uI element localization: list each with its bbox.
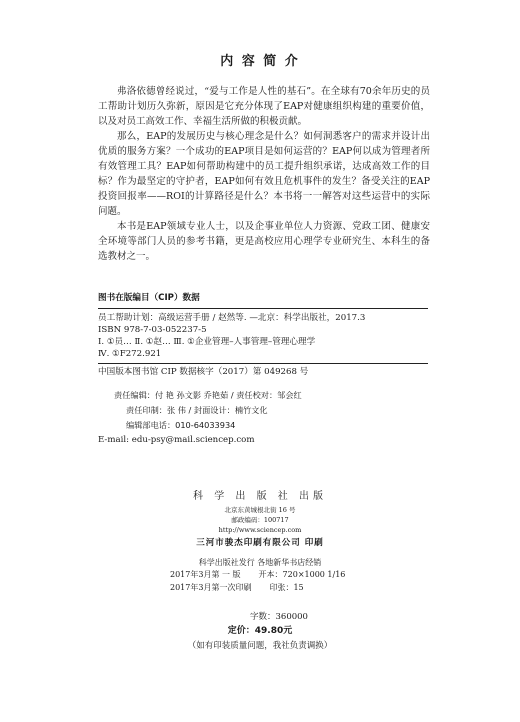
- content-summary: [98, 84, 430, 264]
- publisher-url: http://www.sciencep.com: [218, 526, 302, 534]
- word-count: 字数：360000: [250, 612, 308, 622]
- page-title: 内 容 简 介: [220, 54, 300, 69]
- book-format: 开本：720×1000 1/16: [258, 570, 346, 579]
- cip-divider: [98, 308, 428, 309]
- printer-name: 三河市骏杰印刷有限公司 印刷: [196, 538, 324, 548]
- summary-paragraph: 那么，EAP的发展历史与核心理念是什么？如何洞悉客户的需求并设计出优质的服务方案？一个成功的EAP项目是如何运营的？EAP何以成为管理者所有效管理工具？EAP如何帮助构建中的员工提升组织承诺，达成高效工作的目标？作为最坚定的守护者，EAP如何有效且危机事件的发生？备受关注的EAP投资回报率——ROI的计算路径是什么？本书将一一解答对这些运营中的实际问题。: [98, 131, 430, 217]
- summary-paragraph: 弗洛依德曾经说过，“爱与工作是人性的基石”。在全球有70余年历史的员工帮助计划历久弥新，原因是它充分体现了EAP对健康组织构建的重要价值，以及对员工高效工作、幸福生活所做的积极贡献。: [98, 86, 430, 127]
- cip-line: ISBN 978-7-03-052237-5: [98, 325, 207, 335]
- distribution-line: 科学出版社发行 各地新华书店经销: [198, 558, 322, 567]
- publisher-block: [0, 490, 520, 569]
- cip-line: 员工帮助计划：高级运营手册 / 赵然等. —北京：科学出版社，2017.3: [98, 313, 366, 323]
- cip-line: Ⅰ. ①员… Ⅱ. ①赵… Ⅲ. ①企业管理–人事管理–管理心理学: [98, 337, 316, 347]
- edition-info: [170, 568, 410, 594]
- phone-line: 编辑部电话：010-64033934: [126, 420, 236, 430]
- edition-row: [170, 581, 410, 594]
- editorial-staff: [98, 388, 438, 448]
- email-line: E-mail: edu-psy@mail.sciencep.com: [98, 435, 255, 445]
- cip-header: 图书在版编目（CIP）数据: [98, 293, 200, 303]
- first-printing: 2017年3月第一次印刷: [170, 583, 252, 592]
- publisher-name: 科 学 出 版 社 出版: [193, 491, 327, 502]
- publisher-postcode: 邮政编码：100717: [231, 516, 289, 524]
- editors-line: 责任编辑：付 艳 孙文影 乔艳茹 / 责任校对：邹会红: [114, 390, 302, 400]
- edition-row: [170, 568, 410, 581]
- printed-sheets: 印张：15: [269, 583, 304, 592]
- summary-paragraph: 本书是EAP领域专业人士，以及企事业单位人力资源、党政工团、健康安全环境等部门人员的参考书籍，更是高校应用心理学专业研究生、本科生的备选教材之一。: [98, 221, 430, 262]
- cip-line: Ⅳ. ①F272.921: [98, 349, 162, 359]
- first-edition: 2017年3月第 一 版: [170, 570, 241, 579]
- price-block: [0, 610, 520, 653]
- cip-divider: [98, 363, 428, 364]
- book-price: 定价：49.80元: [227, 626, 293, 636]
- publisher-address: 北京东黄城根北街 16 号: [224, 506, 296, 514]
- cip-verify-number: 中国版本图书馆 CIP 数据核字（2017）第 049268 号: [98, 367, 309, 377]
- quality-note: （如有印装质量问题，我社负责调换）: [187, 641, 333, 651]
- cip-block: [98, 292, 428, 378]
- production-line: 责任印制：张 伟 / 封面设计：楠竹文化: [126, 405, 268, 415]
